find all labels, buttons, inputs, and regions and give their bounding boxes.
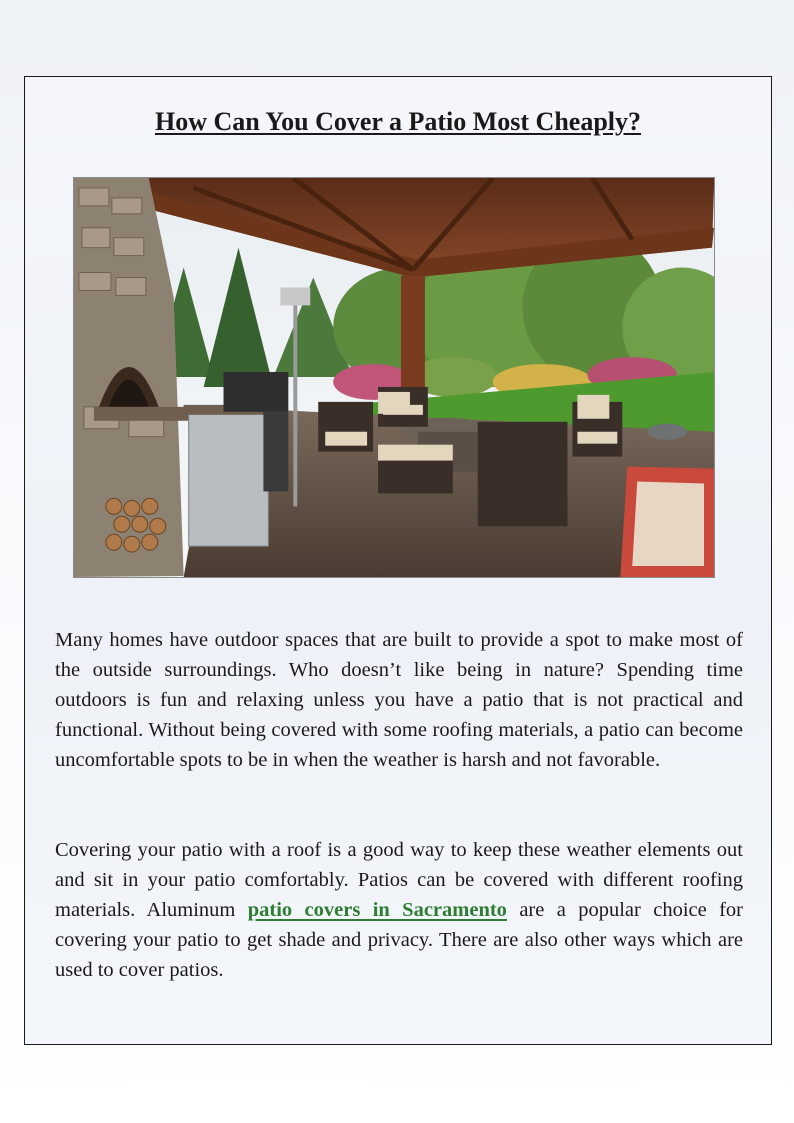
patio-illustration [74, 178, 714, 577]
paragraph-intro: Many homes have outdoor spaces that are built to provide a spot to make most of the outside surroundings. Who doesn’t like being in nature? Spending time outdoors is fun and relaxing unless you have a patio that is not practical and functional. Without being covered with some roofing materials, a patio can become uncomfortable spots to be in when the weather is harsh and not favorable. [55, 629, 743, 771]
paragraph-covering-text-before: Covering your patio with a roof is a good way to keep these weather elements out and sit in your patio comfortably. Patios can be covered with different roofing materials. Aluminum [55, 839, 743, 921]
covered-patio-photo [73, 177, 715, 578]
document-frame [24, 76, 772, 1045]
page-title: How Can You Cover a Patio Most Cheaply? [154, 107, 642, 136]
paragraph-covering [55, 835, 743, 985]
paragraph-covering-text-after: are a popular choice for covering your patio to get shade and privacy. There are also other ways which are used to cover patios. [55, 899, 743, 981]
patio-covers-link[interactable]: patio covers in Sacramento [247, 899, 507, 921]
